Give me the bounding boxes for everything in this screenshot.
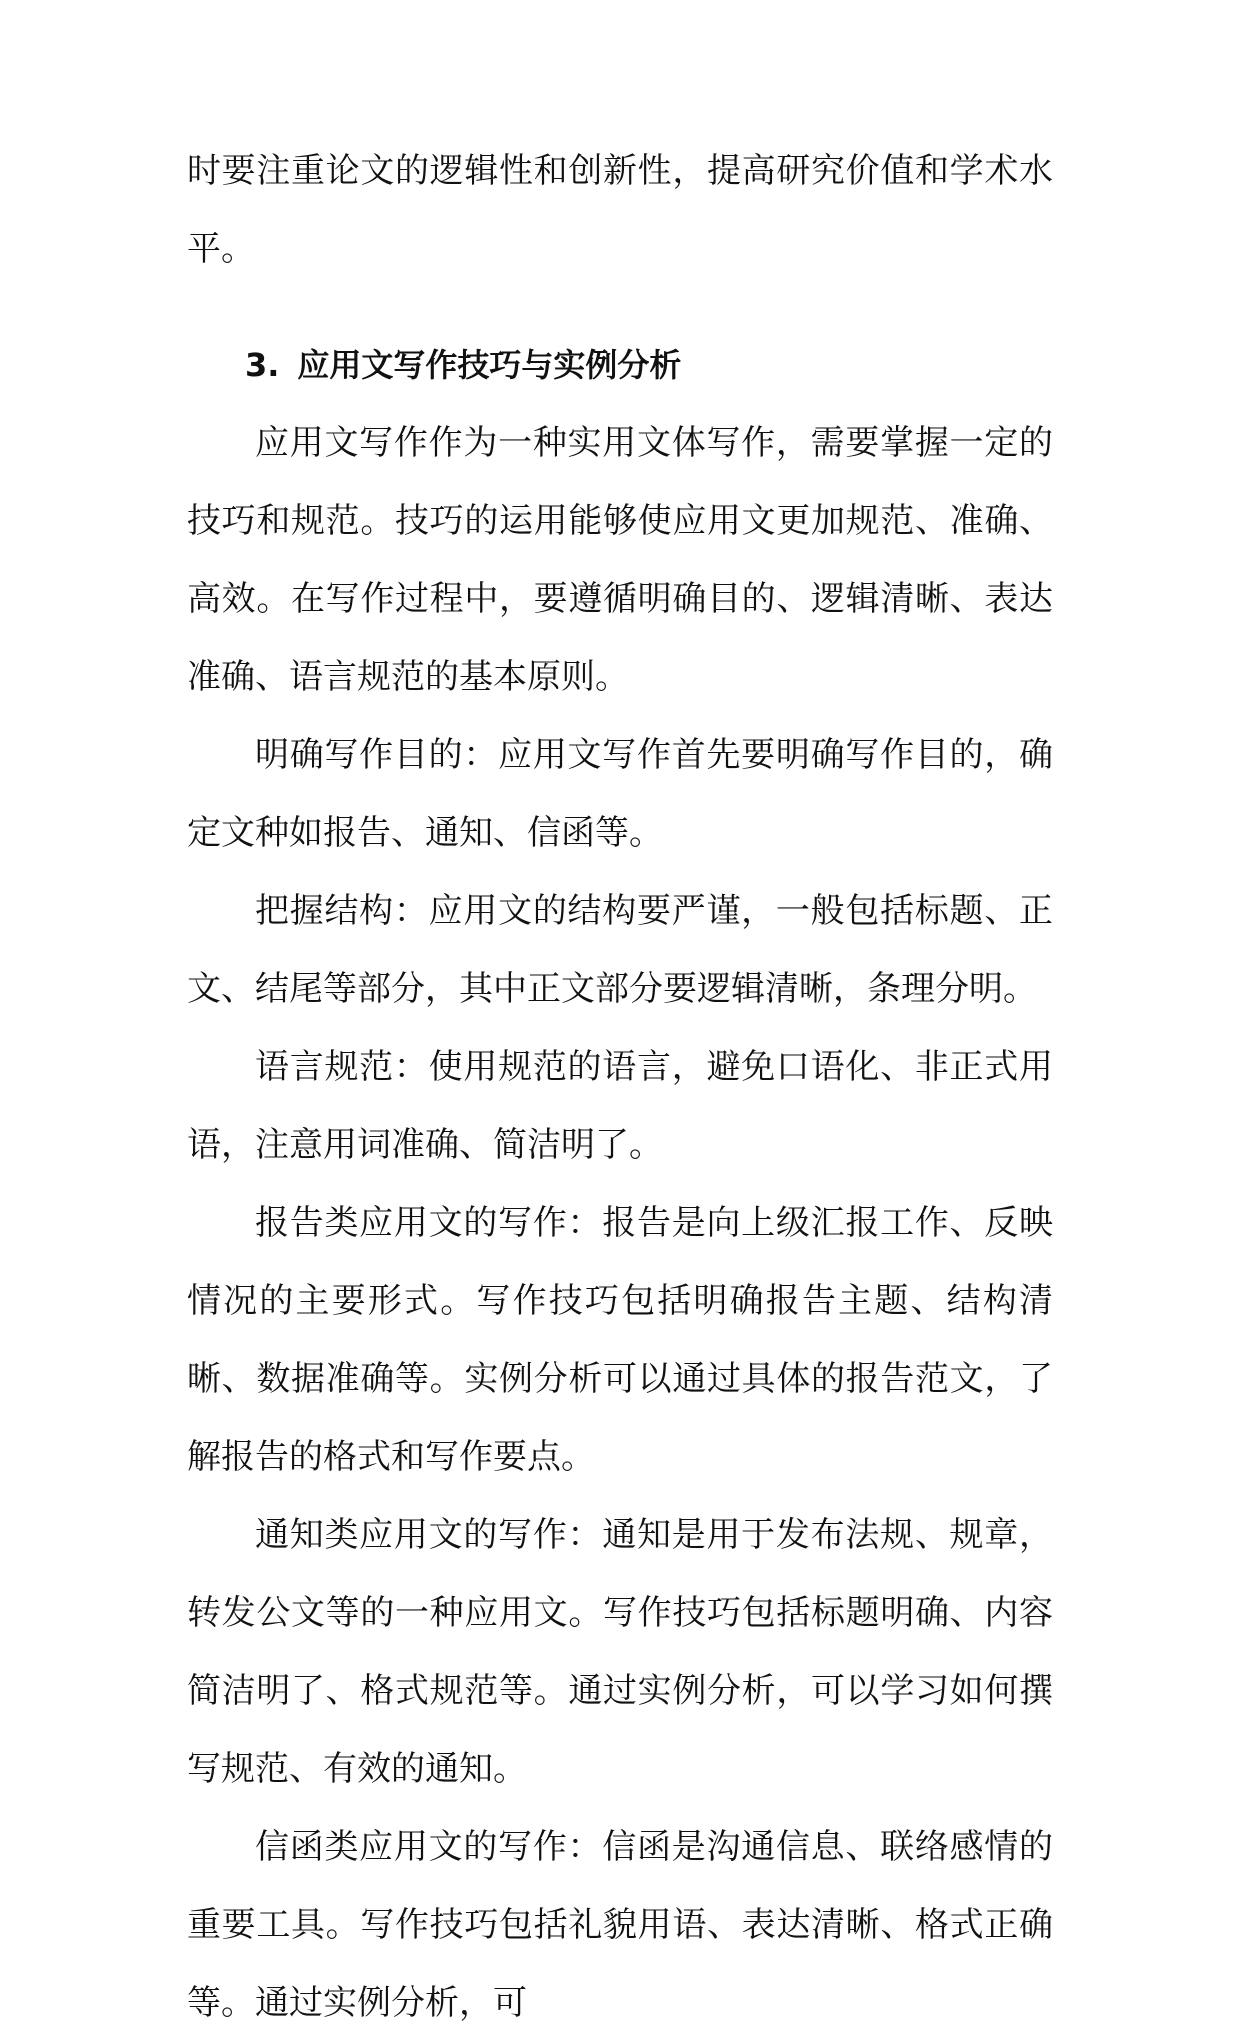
paragraph-purpose: 明确写作目的：应用文写作首先要明确写作目的，确定文种如报告、通知、信函等。 [187,735,1053,853]
paragraph-report: 报告类应用文的写作：报告是向上级汇报工作、反映情况的主要形式。写作技巧包括明确报告主题、结构清晰、数据准确等。实例分析可以通过具体的报告范文，了解报告的格式和写作要点。 [187,1203,1053,1477]
document-page [187,132,1053,2042]
section-title: 应用文写作技巧与实例分析 [297,346,682,384]
lead-paragraph: 时要注重论文的逻辑性和创新性，提高研究价值和学术水平。 [187,151,1053,269]
paragraph-notice: 通知类应用文的写作：通知是用于发布法规、规章，转发公文等的一种应用文。写作技巧包括标题明确、内容简洁明了、格式规范等。通过实例分析，可以学习如何撰写规范、有效的通知。 [187,1515,1053,1789]
paragraph-structure: 把握结构：应用文的结构要严谨，一般包括标题、正文、结尾等部分，其中正文部分要逻辑清晰，条理分明。 [187,891,1053,1009]
paragraph-intro: 应用文写作作为一种实用文体写作，需要掌握一定的技巧和规范。技巧的运用能够使应用文更加规范、准确、高效。在写作过程中，要遵循明确目的、逻辑清晰、表达准确、语言规范的基本原则。 [187,423,1053,697]
section-number: 3. [245,346,280,384]
paragraph-letter: 信函类应用文的写作：信函是沟通信息、联络感情的重要工具。写作技巧包括礼貌用语、表达清晰、格式正确等。通过实例分析，可 [187,1827,1053,2023]
paragraph-language: 语言规范：使用规范的语言，避免口语化、非正式用语，注意用词准确、简洁明了。 [187,1047,1053,1165]
section-heading [187,326,1053,404]
